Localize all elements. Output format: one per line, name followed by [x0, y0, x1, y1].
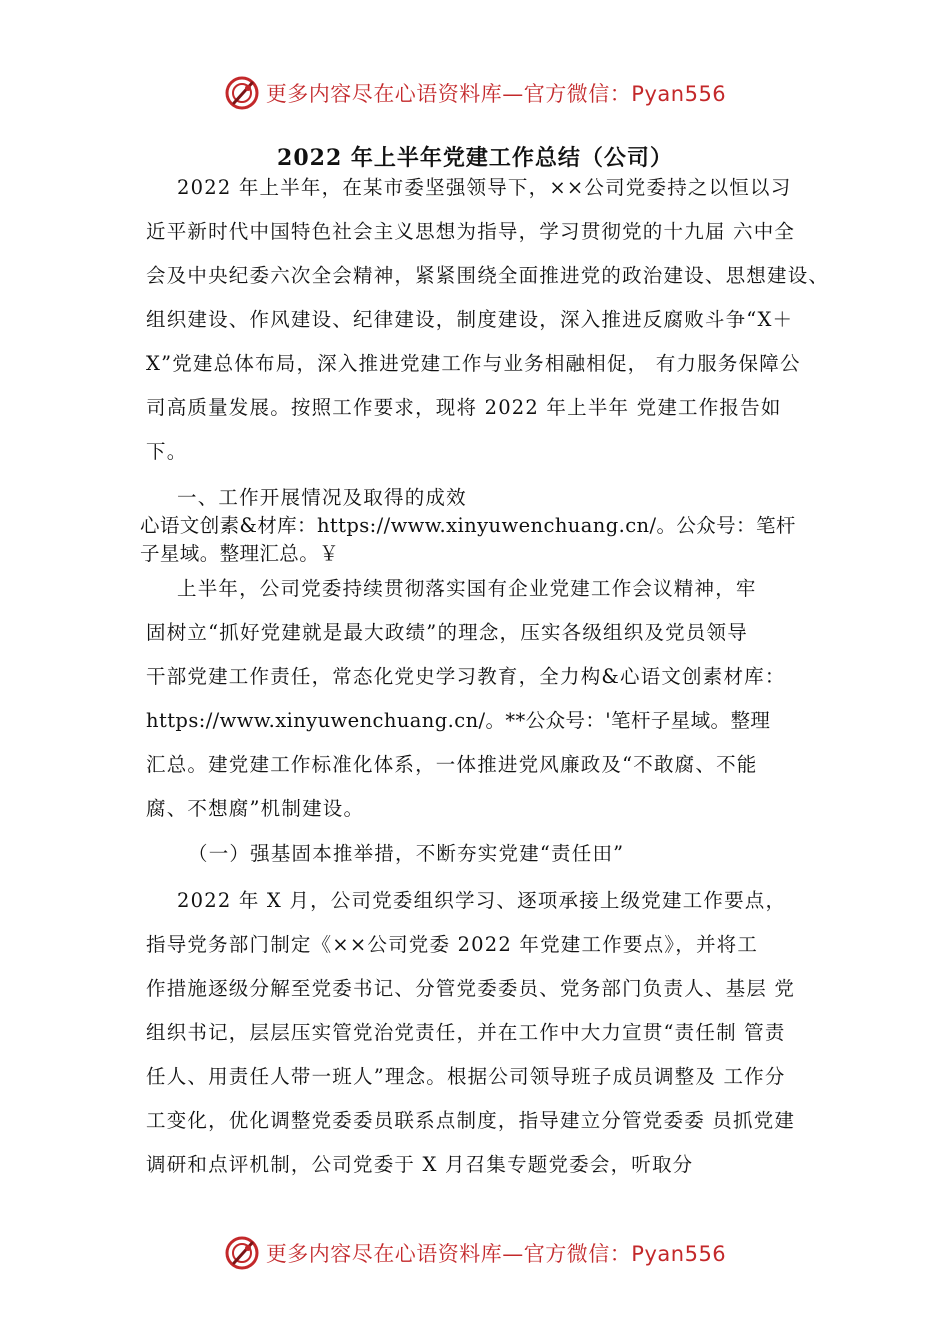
paragraph-line: 近平新时代中国特色社会主义思想为指导，学习贯彻党的十九届 六中全 — [146, 220, 796, 243]
seal-logo-icon — [224, 1235, 260, 1271]
paragraph-line: 干部党建工作责任，常态化党史学习教育，全力构&心语文创素材库： — [146, 665, 786, 688]
banner-text: 更多内容尽在心语资料库—官方微信：Pyan556 — [265, 1242, 727, 1266]
paragraph-line: 调研和点评机制，公司党委于 X 月召集专题党委会，听取分 — [146, 1153, 694, 1176]
paragraph-line: https://www.xinyuwenchuang.cn/。**公众号：'笔杆子星域。整理 — [146, 709, 771, 732]
banner-text: 更多内容尽在心语资料库—官方微信：Pyan556 — [265, 82, 727, 106]
note-line: 子星域。整理汇总。￥ — [140, 542, 340, 565]
paragraph-line: 任人、用责任人带一班人”理念。根据公司领导班子成员调整及 工作分 — [146, 1065, 786, 1088]
paragraph-line: 指导党务部门制定《××公司党委 2022 年党建工作要点》，并将工 — [146, 933, 759, 956]
paragraph-line: 2022 年上半年，在某市委坚强领导下，××公司党委持之以恒以习 — [177, 176, 792, 199]
paragraph-line: 固树立“抓好党建就是最大政绩”的理念，压实各级组织及党员领导 — [146, 621, 748, 644]
seal-logo-icon — [224, 75, 260, 111]
paragraph-line: 司高质量发展。按照工作要求，现将 2022 年上半年 党建工作报告如 — [146, 396, 782, 419]
paragraph-line: 工变化，优化调整党委委员联系点制度，指导建立分管党委委 员抓党建 — [146, 1109, 796, 1132]
subsection-heading: （一）强基固本推举措，不断夯实党建“责任田” — [188, 842, 625, 865]
footer-banner — [0, 1233, 950, 1273]
paragraph-line: 组织建设、作风建设、纪律建设，制度建设，深入推进反腐败斗争“X＋ — [146, 308, 794, 331]
paragraph-line: 作措施逐级分解至党委书记、分管党委委员、党务部门负责人、基层 党 — [146, 977, 796, 1000]
paragraph-line: 会及中央纪委六次全会精神，紧紧围绕全面推进党的政治建设、思想建设、 — [146, 264, 830, 287]
section-heading: 一、工作开展情况及取得的成效 — [177, 486, 467, 509]
paragraph-line: 腐、不想腐”机制建设。 — [146, 797, 365, 820]
paragraph-line: 下。 — [146, 440, 188, 463]
paragraph-line: 2022 年 X 月，公司党委组织学习、逐项承接上级党建工作要点， — [177, 889, 787, 912]
header-banner — [0, 73, 950, 113]
paragraph-line: 组织书记，层层压实管党治党责任，并在工作中大力宣贯“责任制 管责 — [146, 1021, 786, 1044]
note-line: 心语文创素&材库：https://www.xinyuwenchuang.cn/。公众号：笔杆 — [140, 514, 796, 537]
paragraph-line: X”党建总体布局，深入推进党建工作与业务相融相促， 有力服务保障公 — [146, 352, 801, 375]
paragraph-line: 上半年，公司党委持续贯彻落实国有企业党建工作会议精神，牢 — [177, 577, 757, 600]
paragraph-line: 汇总。建党建工作标准化体系，一体推进党风廉政及“不敢腐、不能 — [146, 753, 758, 776]
document-title: 2022 年上半年党建工作总结（公司） — [277, 145, 673, 171]
